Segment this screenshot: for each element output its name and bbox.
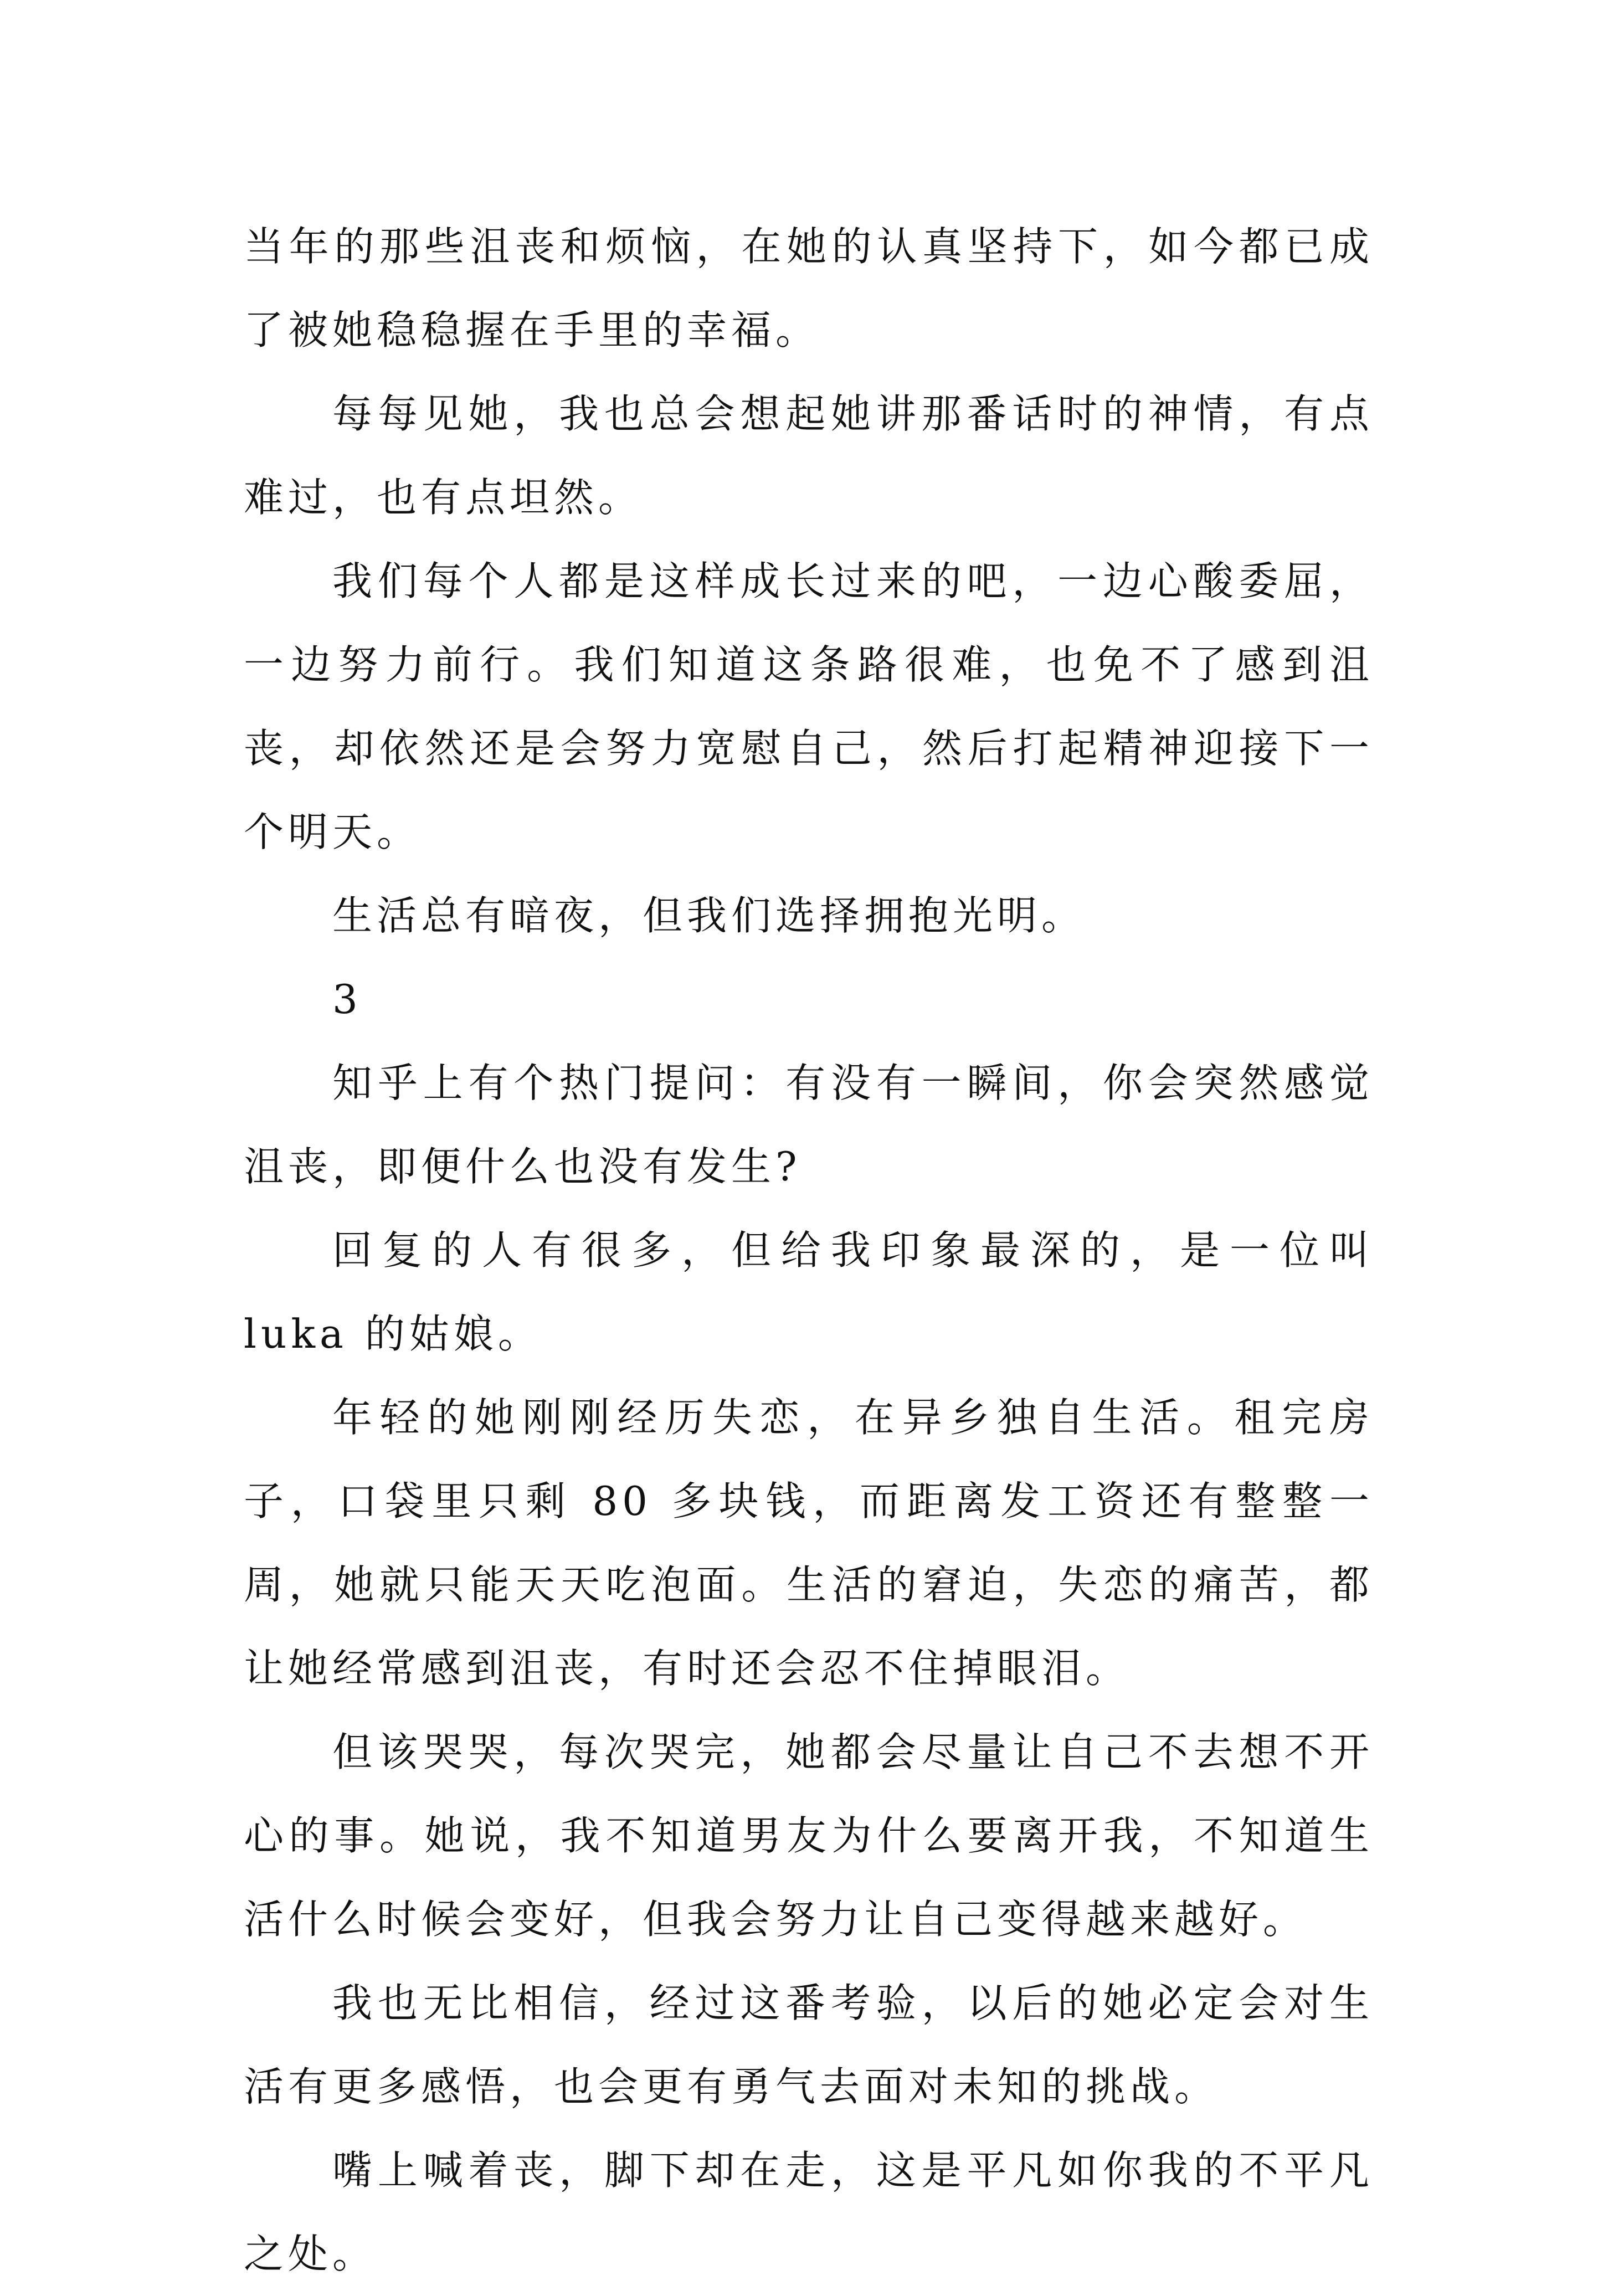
paragraph: 年轻的她刚刚经历失恋，在异乡独自生活。租完房子，口袋里只剩 80 多块钱，而距离发工资还有整整一周，她就只能天天吃泡面。生活的窘迫，失恋的痛苦，都让她经常感到沮丧，有时还会忍不住掉眼泪。 <box>244 1394 1374 1692</box>
section-number: 3 <box>332 976 362 1023</box>
paragraph: 知乎上有个热门提问：有没有一瞬间，你会突然感觉沮丧，即便什么也没有发生? <box>244 1060 1374 1190</box>
article-body <box>244 205 1374 2296</box>
paragraph: 当年的那些沮丧和烦恼，在她的认真坚持下，如今都已成了被她稳稳握在手里的幸福。 <box>244 223 1374 353</box>
paragraph: 嘴上喊着丧，脚下却在走，这是平凡如你我的不平凡之处。 <box>244 2147 1374 2277</box>
paragraph: 每每见她，我也总会想起她讲那番话时的神情，有点难过，也有点坦然。 <box>244 391 1374 521</box>
paragraph: 我也无比相信，经过这番考验，以后的她必定会对生活有更多感悟，也会更有勇气去面对未知的挑战。 <box>244 1980 1374 2110</box>
paragraph: 我们每个人都是这样成长过来的吧，一边心酸委屈，一边努力前行。我们知道这条路很难，也免不了感到沮丧，却依然还是会努力宽慰自己，然后打起精神迎接下一个明天。 <box>244 558 1374 855</box>
paragraph: 生活总有暗夜，但我们选择拥抱光明。 <box>332 892 1086 939</box>
paragraph: 回复的人有很多，但给我印象最深的，是一位叫 luka 的姑娘。 <box>244 1227 1374 1357</box>
paragraph: 但该哭哭，每次哭完，她都会尽量让自己不去想不开心的事。她说，我不知道男友为什么要离开我，不知道生活什么时候会变好，但我会努力让自己变得越来越好。 <box>244 1729 1374 1943</box>
